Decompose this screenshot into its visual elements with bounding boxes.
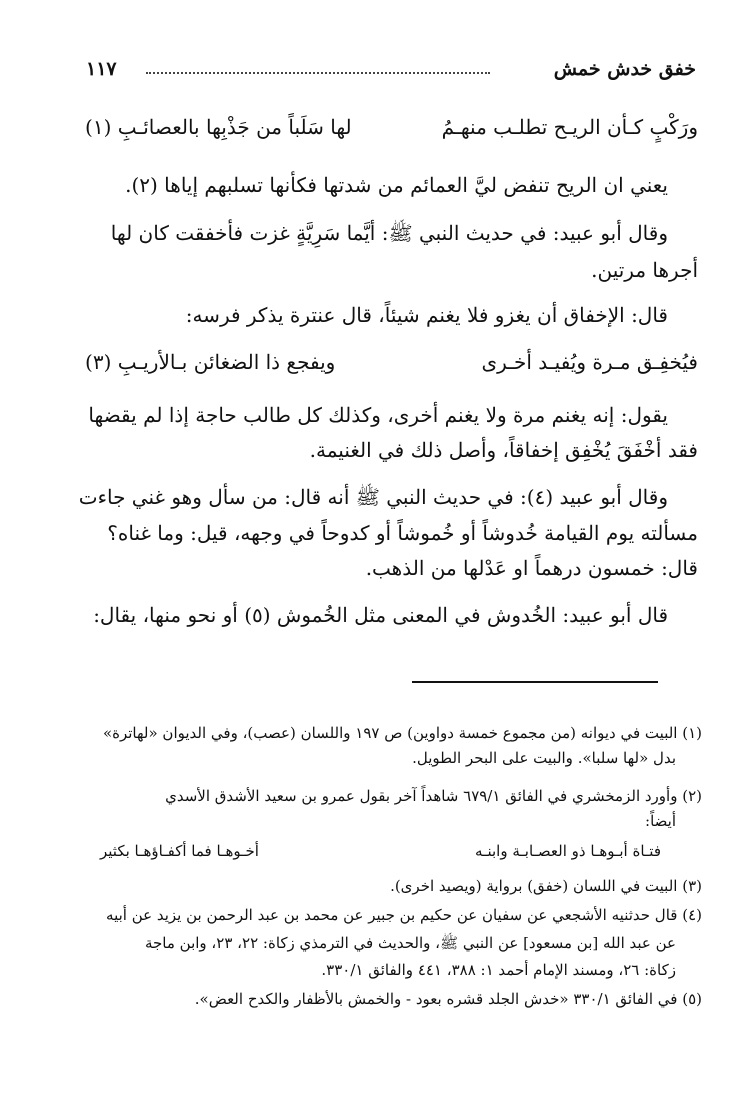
footnote-2-cont: أيضاً: (645, 812, 676, 830)
body-line: يعني ان الريح تنفض ليَّ العمائم من شدتها فكأنها تسلبهم إياها (٢). (125, 173, 668, 197)
footnote-2-verse-second: أخـوهـا فما أكفـاؤهـا بكثير (100, 842, 259, 860)
footnote-4-cont: زكاة: ٢٦، ومسند الإمام أحمد ١: ٣٨٨، ٤٤١ والفائق ٣٣٠/١. (321, 961, 676, 979)
body-line: يقول: إنه يغنم مرة ولا يغنم أخرى، وكذلك كل طالب حاجة إذا لم يقضها (88, 403, 668, 427)
footnote-separator (412, 681, 658, 683)
footnote-5: (٥) في الفائق ٣٣٠/١ «خدش الجلد قشره بعود - والخمش بالأظفار والكدح العض». (194, 990, 702, 1008)
body-line: وقال أبو عبيد: في حديث النبي ﷺ: أيَّما سَرِيَّةٍ غزت فأخفقت كان لها (110, 221, 668, 245)
footnote-2: (٢) وأورد الزمخشري في الفائق ٦٧٩/١ شاهداً آخر بقول عمرو بن سعيد الأشدق الأسدي (165, 787, 702, 805)
body-line: فقد أخْفَقَ يُخْفِق إخفاقاً، وأصل ذلك في الغنيمة. (309, 438, 698, 462)
footnote-1: (١) البيت في ديوانه (من مجموع خمسة دواوين) ص ١٩٧ واللسان (عصب)، وفي الديوان «لهاترة» (102, 724, 702, 742)
body-line: قال أبو عبيد: الخُدوش في المعنى مثل الخُموش (٥) أو نحو منها، يقال: (93, 603, 668, 627)
footnote-1-cont: بدل «لها سلبا». والبيت على البحر الطويل. (412, 749, 676, 767)
body-line: قال: الإخفاق أن يغزو فلا يغنم شيئاً، قال عنترة يذكر فرسه: (185, 303, 668, 327)
header-dotted-rule (146, 72, 490, 74)
body-line: قال: خمسون درهماً او عَدْلها من الذهب. (365, 556, 698, 580)
running-head: خفق خدش خمش (553, 58, 696, 80)
footnote-2-verse-first: فتـاة أبـوهـا ذو العصـابـة وابنـه (475, 842, 661, 860)
verse1-first-hemistich: ورَكْبٍ كـأن الريـح تطلـب منهـمُ (441, 115, 698, 139)
verse2-second-hemistich: ويفجع ذا الضغائن بـالأريـبِ (٣) (85, 350, 336, 374)
footnote-3: (٣) البيت في اللسان (خفق) برواية (ويصيد اخرى). (390, 877, 702, 895)
footnote-4: (٤) قال حدثنيه الأشجعي عن سفيان عن حكيم بن جبير عن محمد بن عبد الرحمن بن يزيد عن أبيه (106, 906, 702, 924)
verse1-second-hemistich: لها سَلَباً من جَذْبِها بالعصائـبِ (١) (85, 115, 352, 139)
page-number: ١١٧ (86, 58, 117, 80)
body-line: وقال أبو عبيد (٤): في حديث النبي ﷺ أنه قال: من سأل وهو غني جاءت (78, 485, 668, 509)
verse2-first-hemistich: فيُخفِـق مـرة ويُفيـد أخـرى (481, 350, 698, 374)
body-line: أجرها مرتين. (591, 258, 698, 282)
body-line: مسألته يوم القيامة خُدوشاً أو خُموشاً أو كدوحاً في وجهه، قيل: وما غناه؟ (107, 521, 698, 545)
footnote-4-cont: عن عبد الله [بن مسعود] عن النبي ﷺ، والحديث في الترمذي زكاة: ٢٢، ٢٣، وابن ماجة (144, 934, 676, 952)
